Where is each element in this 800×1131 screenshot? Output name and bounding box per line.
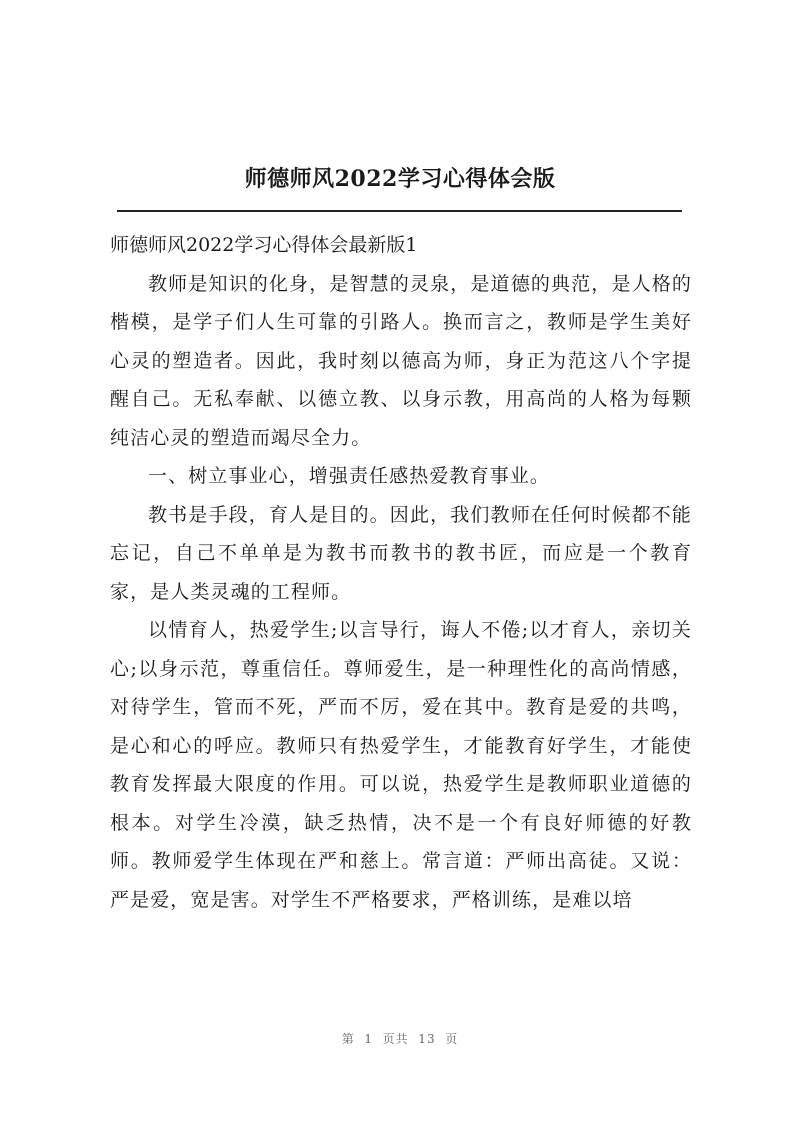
page-title: 师德师风2022学习心得体会版 xyxy=(244,166,556,192)
paragraph-3: 教书是手段，育人是目的。因此，我们教师在任何时候都不能忘记，自己不单单是为教书而教书的教书匠，而应是一个教育家，是人类灵魂的工程师。 xyxy=(110,503,692,603)
document-body xyxy=(110,226,692,919)
page-number-footer: 第 1 页共 13 页 xyxy=(341,1032,459,1046)
section-subtitle: 师德师风2022学习心得体会最新版1 xyxy=(110,234,418,256)
paragraph-4: 以情育人，热爱学生;以言导行，诲人不倦;以才育人，亲切关心;以身示范，尊重信任。尊师爱生，是一种理性化的高尚情感，对待学生，管而不死，严而不厉，爱在其中。教育是爱的共鸣，是心和心的呼应。教师只有热爱学生，才能教育好学生，才能使教育发挥最大限度的作用。可以说，热爱学生是教师职业道德的根本。对学生冷漠，缺乏热情，决不是一个有良好师德的好教师。教师爱学生体现在严和慈上。常言道：严师出高徒。又说：严是爱，宽是害。对学生不严格要求，严格训练，是难以培 xyxy=(110,619,692,911)
paragraph-2-heading: 一、树立事业心，增强责任感热爱教育事业。 xyxy=(148,465,551,487)
title-divider xyxy=(117,210,682,212)
paragraph-1: 教师是知识的化身，是智慧的灵泉，是道德的典范，是人格的楷模，是学子们人生可靠的引路人。换而言之，教师是学生美好心灵的塑造者。因此，我时刻以德高为师，身正为范这八个字提醒自己。无私奉献、以德立教、以身示教，用高尚的人格为每颗纯洁心灵的塑造而竭尽全力。 xyxy=(110,272,692,449)
